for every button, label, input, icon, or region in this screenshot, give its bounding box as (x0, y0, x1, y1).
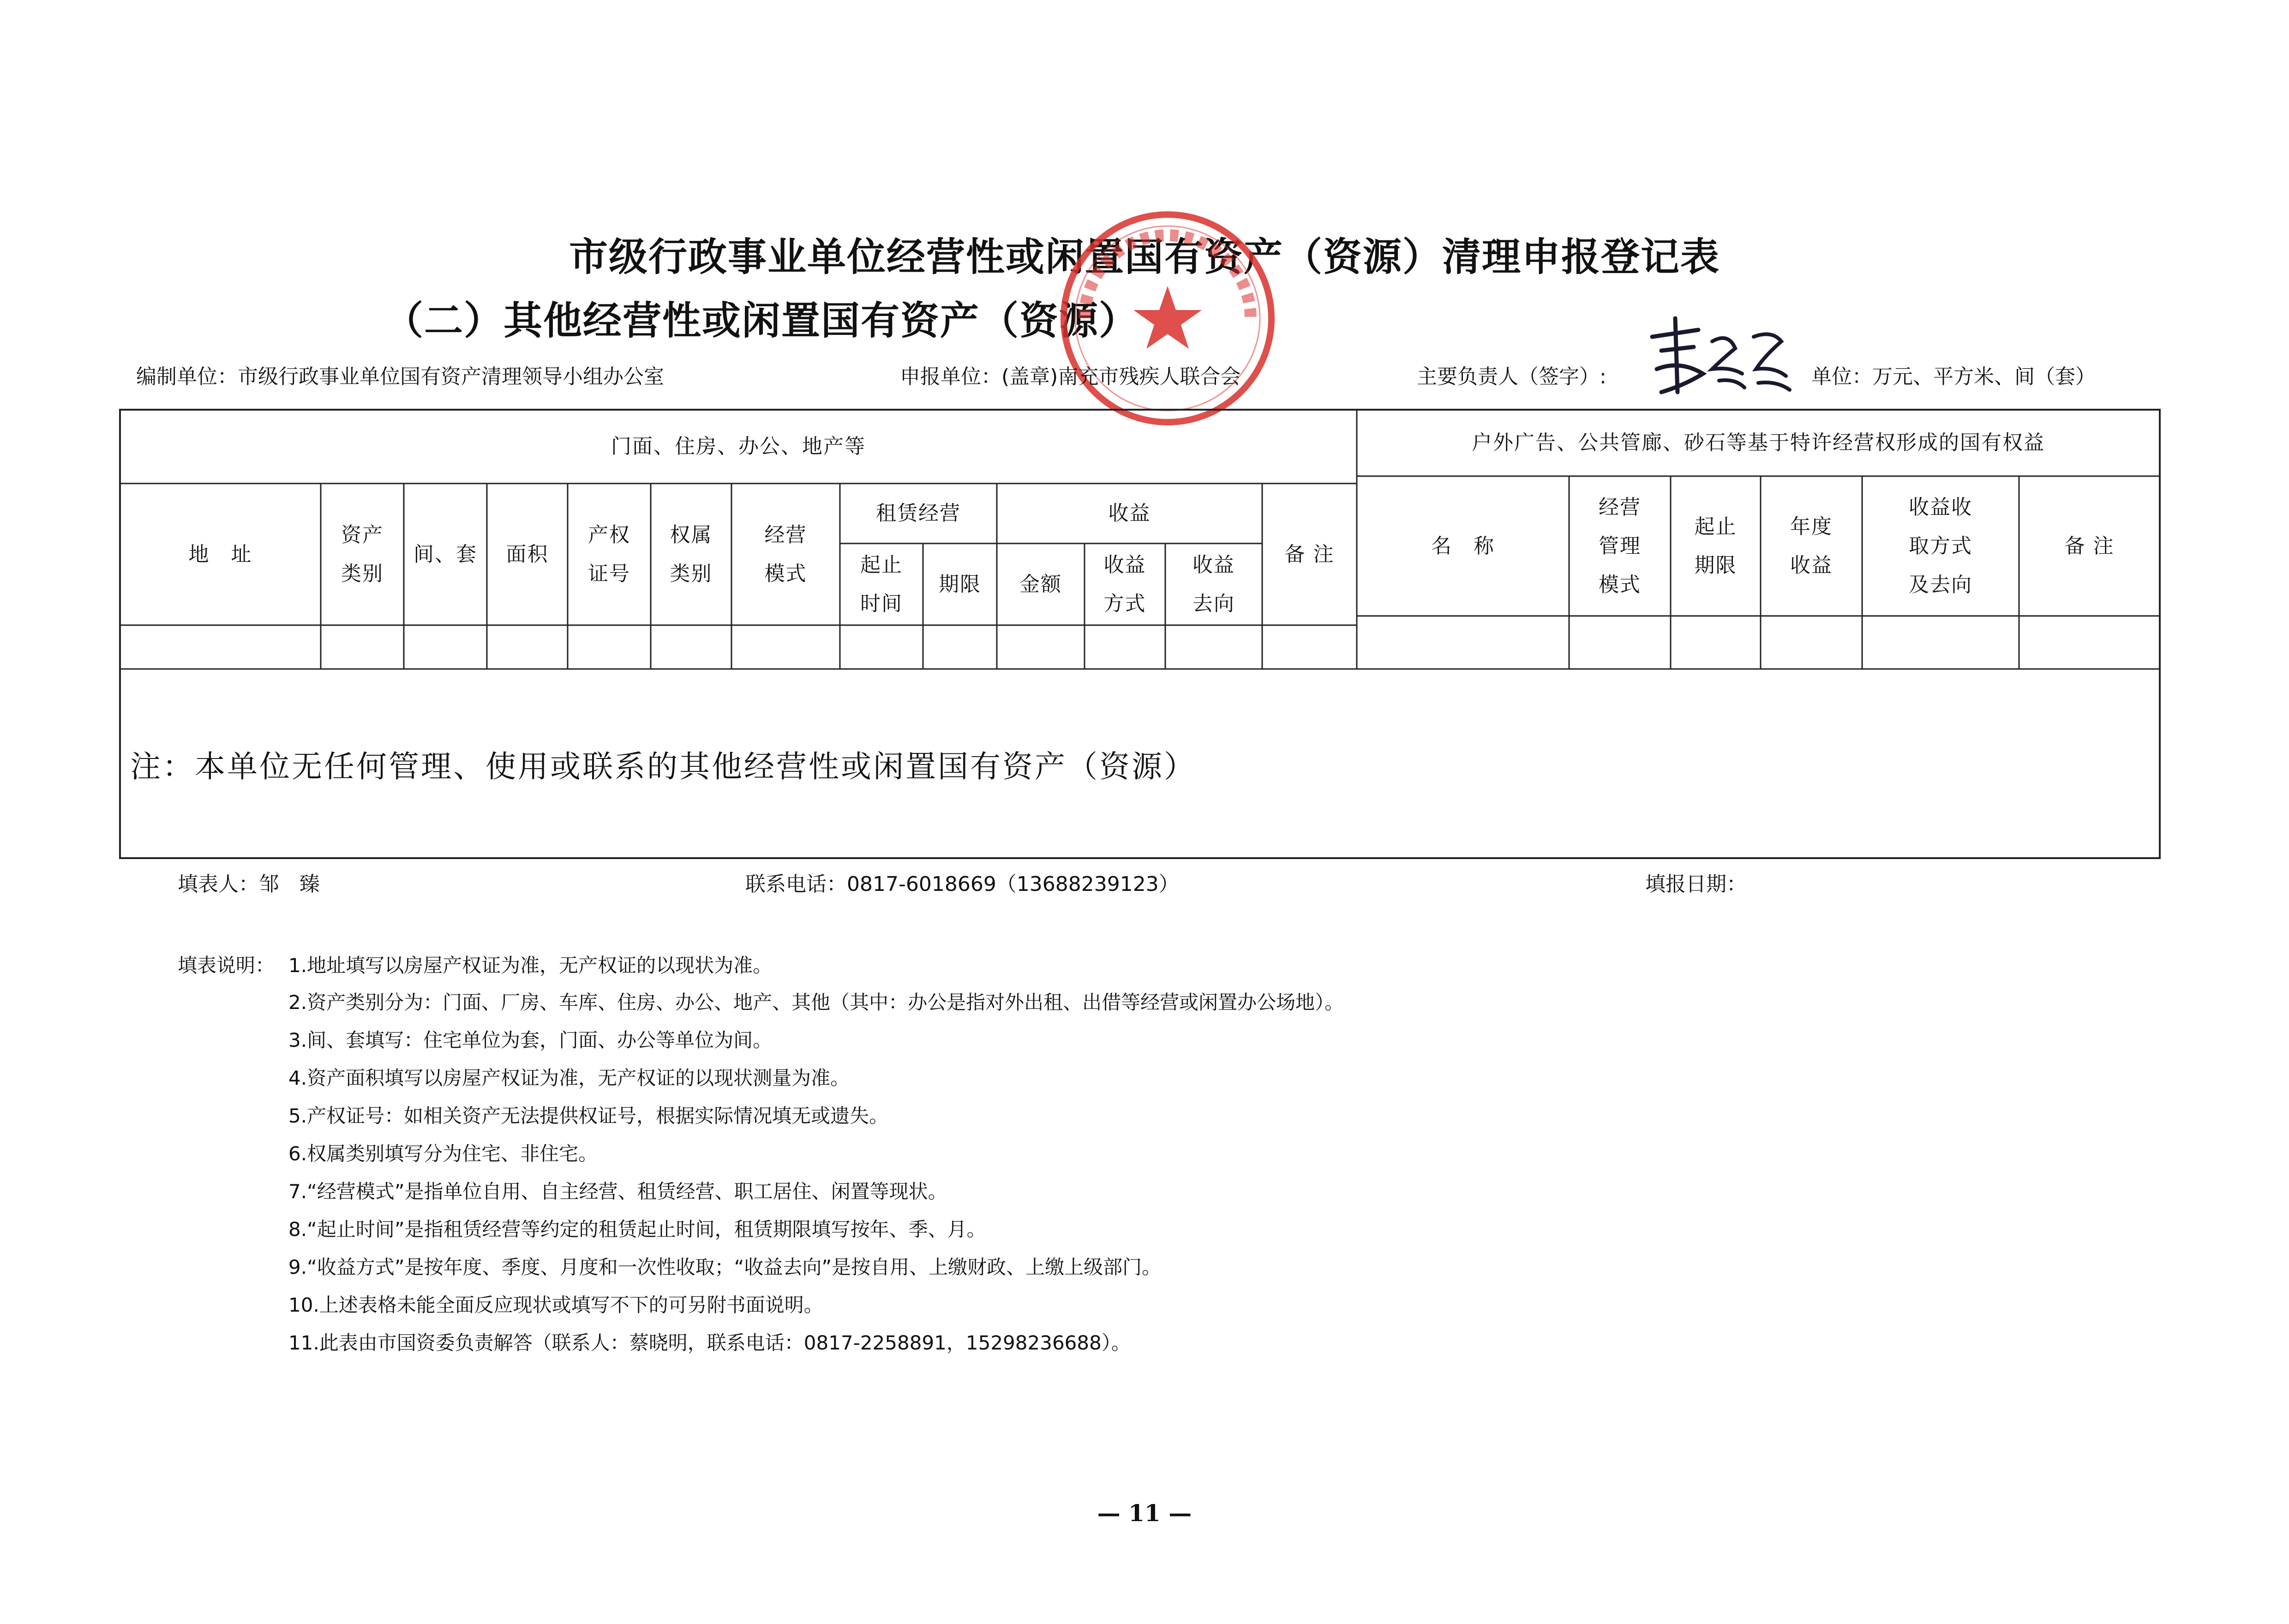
instruction-item: 7.“经营模式”是指单位自用、自主经营、租赁经营、职工居住、闲置等现状。 (288, 1180, 947, 1203)
header-area: 面积 (506, 542, 549, 566)
instruction-item: 4.资产面积填写以房屋产权证为准，无产权证的以现状测量为准。 (288, 1067, 850, 1089)
instruction-item: 5.产权证号：如相关资产无法提供权证号，根据实际情况填无或遗失。 (288, 1105, 889, 1127)
group-left-header: 门面、住房、办公、地产等 (611, 435, 866, 458)
header-amount: 金额 (1019, 572, 1062, 596)
units-label: 单位：万元、平方米、间（套） (1811, 365, 2096, 388)
contact-phone: 联系电话：0817-6018669（13688239123） (745, 872, 1179, 896)
header-annual-income: 年度 收益 (1790, 514, 1833, 577)
group-right-header: 户外广告、公共管廊、砂石等基于特许经营权形成的国有权益 (1472, 431, 2045, 454)
instruction-item: 10.上述表格未能全面反应现状或填写不下的可另附书面说明。 (288, 1294, 823, 1316)
header-ownership: 权属 类别 (670, 523, 713, 585)
header-op-mode: 经营 模式 (764, 523, 807, 585)
header-address: 地 址 (188, 542, 252, 566)
header-collection: 收益收 取方式 及去向 (1909, 495, 1972, 597)
header-cert-no: 产权 证号 (588, 523, 630, 585)
header-income-method: 收益 方式 (1103, 553, 1146, 615)
header-remark: 备 注 (1284, 542, 1335, 566)
filler-name: 填表人：邹 臻 (178, 872, 320, 896)
applicant-unit: 申报单位：(盖章)南充市残疾人联合会 (900, 365, 1241, 388)
header-income-dest: 收益 去向 (1192, 553, 1235, 615)
table-note: 注：本单位无任何管理、使用或联系的其他经营性或闲置国有资产（资源） (130, 749, 1196, 784)
header-period: 起止 期限 (1694, 514, 1737, 577)
compiler-unit: 编制单位：市级行政事业单位国有资产清理领导小组办公室 (136, 365, 664, 388)
header-start-time: 起止 时间 (860, 553, 903, 615)
instruction-item: 11.此表由市国资委负责解答（联系人：蔡晓明，联系电话：0817-2258891，15298236688）。 (288, 1331, 1131, 1354)
title-line1: 市级行政事业单位经营性或闲置国有资产（资源）清理申报登记表 (569, 234, 1720, 280)
instruction-item: 8.“起止时间”是指租赁经营等约定的租赁起止时间，租赁期限填写按年、季、月。 (288, 1218, 986, 1241)
instruction-item: 1.地址填写以房屋产权证为准，无产权证的以现状为准。 (288, 954, 773, 977)
header-income: 收益 (1108, 502, 1151, 525)
header-term: 期限 (939, 572, 981, 596)
instruction-item: 2.资产类别分为：门面、厂房、车库、住房、办公、地产、其他（其中：办公是指对外出租、出借等经营或闲置办公场地）。 (288, 991, 1344, 1014)
instructions-label: 填表说明： (178, 954, 275, 977)
header-lease: 租赁经营 (876, 502, 961, 525)
header-asset-type: 资产 类别 (341, 523, 383, 585)
instruction-item: 9.“收益方式”是按年度、季度、月度和一次性收取；“收益去向”是按自用、上缴财政、上缴上级部门。 (288, 1256, 1162, 1278)
page-number: — 11 — (1097, 1499, 1192, 1527)
header-mgmt-mode: 经营 管理 模式 (1599, 495, 1641, 597)
header-name: 名 称 (1431, 534, 1495, 558)
leader-label: 主要负责人（签字）: (1417, 365, 1606, 388)
fill-date: 填报日期： (1645, 872, 1747, 896)
title-line2: （二）其他经营性或闲置国有资产（资源） (384, 298, 1139, 343)
instruction-item: 3.间、套填写：住宅单位为套，门面、办公等单位为间。 (288, 1029, 773, 1051)
header-remark2: 备 注 (2064, 534, 2115, 558)
instruction-item: 6.权属类别填写分为住宅、非住宅。 (288, 1142, 598, 1165)
header-rooms: 间、套 (413, 542, 477, 566)
